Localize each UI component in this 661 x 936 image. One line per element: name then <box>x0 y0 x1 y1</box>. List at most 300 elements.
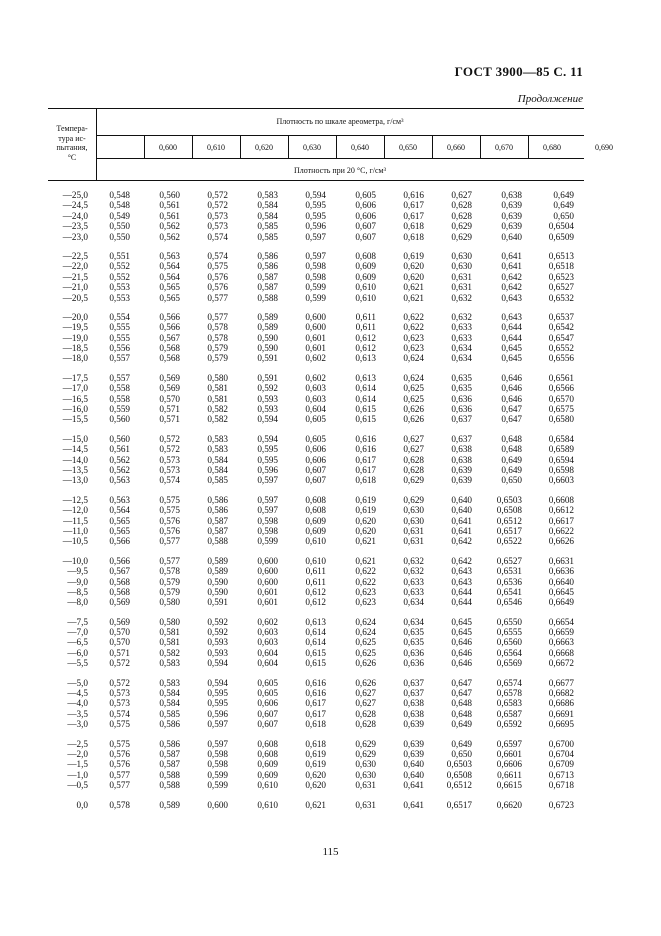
density-cell: 0,6709 <box>548 759 574 770</box>
density-cell: 0,594 <box>207 658 228 669</box>
density-cell: 0,622 <box>355 566 376 577</box>
density-cell: 0,554 <box>109 311 130 322</box>
density-cell: 0,624 <box>403 372 424 383</box>
density-cell: 0,603 <box>257 627 278 638</box>
density-column-header: 0,600 <box>159 143 177 152</box>
density-cell: 0,575 <box>207 261 228 272</box>
density-cell: 0,6560 <box>496 637 522 648</box>
density-cell: 0,569 <box>159 372 180 383</box>
temperature-cell: —17,0 <box>62 383 88 394</box>
density-cell: 0,649 <box>501 454 522 465</box>
density-cell: 0,622 <box>403 311 424 322</box>
density-cell: 0,627 <box>403 433 424 444</box>
density-cell: 0,633 <box>451 322 472 333</box>
density-cell: 0,609 <box>305 525 326 536</box>
temperature-cell: —1,5 <box>67 759 88 770</box>
density-cell: 0,562 <box>159 221 180 232</box>
density-cell: 0,631 <box>451 282 472 293</box>
density-cell: 0,587 <box>257 282 278 293</box>
density-cell: 0,606 <box>305 444 326 455</box>
density-cell: 0,632 <box>451 292 472 303</box>
density-cell: 0,620 <box>403 271 424 282</box>
density-cell: 0,612 <box>355 332 376 343</box>
density-cell: 0,568 <box>109 576 130 587</box>
density-cell: 0,635 <box>451 383 472 394</box>
density-cell: 0,624 <box>403 353 424 364</box>
page-header-title: ГОСТ 3900—85 С. 11 <box>454 64 583 79</box>
row-group <box>48 434 584 486</box>
density-cell: 0,584 <box>207 464 228 475</box>
density-cell: 0,609 <box>355 271 376 282</box>
temperature-cell: —15,5 <box>62 414 88 425</box>
temperature-cell: —13,5 <box>62 464 88 475</box>
density-cell: 0,639 <box>501 210 522 221</box>
density-cell: 0,648 <box>501 444 522 455</box>
density-cell: 0,606 <box>355 210 376 221</box>
density-cell: 0,610 <box>355 292 376 303</box>
density-cell: 0,584 <box>257 210 278 221</box>
density-cell: 0,6508 <box>496 505 522 516</box>
density-cell: 0,612 <box>305 586 326 597</box>
density-cell: 0,627 <box>355 698 376 709</box>
density-cell: 0,595 <box>305 200 326 211</box>
density-cell: 0,638 <box>501 190 522 200</box>
density-cell: 0,6592 <box>496 719 522 730</box>
table-row <box>48 516 584 526</box>
density-cell: 0,6547 <box>548 332 574 343</box>
density-cell: 0,548 <box>109 190 130 200</box>
temperature-cell: —16,0 <box>62 404 88 415</box>
density-cell: 0,638 <box>403 698 424 709</box>
density-cell: 0,610 <box>257 799 278 810</box>
density-cell: 0,610 <box>305 536 326 547</box>
density-cell: 0,609 <box>257 769 278 780</box>
density-cell: 0,629 <box>403 475 424 486</box>
density-cell: 0,618 <box>305 719 326 730</box>
density-cell: 0,650 <box>501 475 522 486</box>
density-cell: 0,6512 <box>496 515 522 526</box>
density-cell: 0,622 <box>403 322 424 333</box>
density-cell: 0,628 <box>403 464 424 475</box>
density-cell: 0,6527 <box>496 555 522 566</box>
density-cell: 0,6589 <box>548 444 574 455</box>
density-cell: 0,601 <box>305 343 326 354</box>
density-cell: 0,593 <box>207 647 228 658</box>
density-cell: 0,584 <box>257 200 278 211</box>
density-cell: 0,583 <box>207 444 228 455</box>
density-cell: 0,573 <box>109 688 130 699</box>
density-cell: 0,6663 <box>548 637 574 648</box>
density-cell: 0,587 <box>159 748 180 759</box>
density-cell: 0,596 <box>207 708 228 719</box>
density-cell: 0,563 <box>159 250 180 261</box>
density-cell: 0,558 <box>109 383 130 394</box>
density-cell: 0,587 <box>159 759 180 770</box>
density-cell: 0,608 <box>257 738 278 749</box>
density-cell: 0,631 <box>355 780 376 791</box>
density-cell: 0,597 <box>207 719 228 730</box>
table-row <box>48 394 584 404</box>
row-group <box>48 739 584 791</box>
density-cell: 0,630 <box>355 769 376 780</box>
row-group <box>48 251 584 303</box>
density-cell: 0,608 <box>257 748 278 759</box>
density-cell: 0,581 <box>159 627 180 638</box>
density-cell: 0,592 <box>257 383 278 394</box>
density-cell: 0,577 <box>109 780 130 791</box>
density-cell: 0,579 <box>207 343 228 354</box>
density-cell: 0,572 <box>159 433 180 444</box>
temperature-cell: —7,0 <box>67 627 88 638</box>
temperature-cell: —10,0 <box>62 555 88 566</box>
table-row <box>48 261 584 271</box>
density-cell: 0,572 <box>159 444 180 455</box>
density-cell: 0,555 <box>109 322 130 333</box>
density-cell: 0,571 <box>159 404 180 415</box>
column-divider <box>240 135 241 158</box>
density-cell: 0,581 <box>207 383 228 394</box>
density-cell: 0,589 <box>207 555 228 566</box>
density-cell: 0,640 <box>451 505 472 516</box>
temperature-label-line: пытания, <box>56 143 88 152</box>
density-cell: 0,585 <box>257 221 278 232</box>
density-cell: 0,581 <box>159 637 180 648</box>
density-cell: 0,6682 <box>548 688 574 699</box>
density-cell: 0,588 <box>207 536 228 547</box>
density-cell: 0,565 <box>159 292 180 303</box>
density-cell: 0,610 <box>305 555 326 566</box>
density-cell: 0,630 <box>451 261 472 272</box>
temperature-cell: —17,5 <box>62 372 88 383</box>
density-cell: 0,630 <box>403 505 424 516</box>
density-cell: 0,6550 <box>496 616 522 627</box>
density-cell: 0,622 <box>355 576 376 587</box>
density-cell: 0,6713 <box>548 769 574 780</box>
density-cell: 0,6512 <box>446 780 472 791</box>
density-cell: 0,549 <box>109 210 130 221</box>
density-cell: 0,576 <box>109 748 130 759</box>
density-cell: 0,6555 <box>496 627 522 638</box>
density-cell: 0,6537 <box>548 311 574 322</box>
temperature-cell: —8,0 <box>67 597 88 608</box>
table-row <box>48 200 584 210</box>
density-cell: 0,586 <box>159 719 180 730</box>
temperature-cell: —11,0 <box>63 525 88 536</box>
temperature-cell: —6,0 <box>67 647 88 658</box>
density-cell: 0,642 <box>501 271 522 282</box>
density-cell: 0,641 <box>403 799 424 810</box>
density-cell: 0,649 <box>501 464 522 475</box>
density-cell: 0,567 <box>159 332 180 343</box>
density-cell: 0,586 <box>207 505 228 516</box>
density-cell: 0,626 <box>355 658 376 669</box>
table-row <box>48 444 584 454</box>
density-column-header: 0,690 <box>595 143 613 152</box>
density-cell: 0,563 <box>109 475 130 486</box>
density-cell: 0,583 <box>257 190 278 200</box>
density-cell: 0,6672 <box>548 658 574 669</box>
density-cell: 0,635 <box>403 637 424 648</box>
density-cell: 0,585 <box>207 475 228 486</box>
density-cell: 0,635 <box>451 372 472 383</box>
density-cell: 0,6606 <box>496 759 522 770</box>
temperature-cell: —23,5 <box>62 221 88 232</box>
density-cell: 0,644 <box>501 322 522 333</box>
density-cell: 0,600 <box>257 566 278 577</box>
density-cell: 0,567 <box>109 566 130 577</box>
density-cell: 0,641 <box>501 250 522 261</box>
temperature-cell: —20,0 <box>62 311 88 322</box>
density-cell: 0,6691 <box>548 708 574 719</box>
temperature-column-label <box>48 124 96 162</box>
density-cell: 0,595 <box>305 210 326 221</box>
density-cell: 0,6597 <box>496 738 522 749</box>
density-cell: 0,617 <box>403 210 424 221</box>
table-row <box>48 282 584 292</box>
density-cell: 0,594 <box>257 433 278 444</box>
density-cell: 0,648 <box>501 433 522 444</box>
density-column-header: 0,680 <box>543 143 561 152</box>
density-cell: 0,593 <box>257 393 278 404</box>
density-cell: 0,6522 <box>496 536 522 547</box>
table-row <box>48 536 584 546</box>
table-row <box>48 353 584 363</box>
density-cell: 0,639 <box>451 464 472 475</box>
density-cell: 0,593 <box>207 637 228 648</box>
density-column-header: 0,640 <box>351 143 369 152</box>
density-cell: 0,566 <box>109 536 130 547</box>
density-column-header: 0,620 <box>255 143 273 152</box>
density-cell: 0,617 <box>305 698 326 709</box>
density-cell: 0,618 <box>403 221 424 232</box>
density-cell: 0,550 <box>109 231 130 242</box>
density-cell: 0,574 <box>207 231 228 242</box>
density-cell: 0,576 <box>159 515 180 526</box>
density-cell: 0,6583 <box>496 698 522 709</box>
header-rule-top <box>48 108 584 109</box>
table-row <box>48 739 584 749</box>
density-cell: 0,6503 <box>446 759 472 770</box>
density-cell: 0,605 <box>305 414 326 425</box>
hydrometer-density-caption: Плотность по шкале ареометра, г/см³ <box>276 117 404 126</box>
density-cell: 0,607 <box>257 708 278 719</box>
density-cell: 0,637 <box>451 433 472 444</box>
density-cell: 0,562 <box>109 454 130 465</box>
table-row <box>48 404 584 414</box>
density-cell: 0,575 <box>109 719 130 730</box>
density-cell: 0,598 <box>207 759 228 770</box>
density-cell: 0,590 <box>257 343 278 354</box>
density-cell: 0,628 <box>451 210 472 221</box>
density-cell: 0,587 <box>257 271 278 282</box>
density-cell: 0,633 <box>451 332 472 343</box>
density-cell: 0,572 <box>207 190 228 200</box>
table-row <box>48 800 584 810</box>
density-cell: 0,617 <box>355 464 376 475</box>
table-row <box>48 475 584 485</box>
density-cell: 0,595 <box>207 688 228 699</box>
table-row <box>48 383 584 393</box>
density-cell: 0,600 <box>257 555 278 566</box>
density-cell: 0,587 <box>207 525 228 536</box>
density-cell: 0,643 <box>451 576 472 587</box>
density-cell: 0,572 <box>207 200 228 211</box>
density-cell: 0,584 <box>159 698 180 709</box>
density-cell: 0,593 <box>257 404 278 415</box>
density-cell: 0,605 <box>355 190 376 200</box>
density-cell: 0,6631 <box>548 555 574 566</box>
density-cell: 0,583 <box>207 433 228 444</box>
density-cell: 0,606 <box>257 698 278 709</box>
table-row <box>48 434 584 444</box>
table-row <box>48 211 584 221</box>
density-cell: 0,580 <box>159 597 180 608</box>
density-cell: 0,623 <box>403 332 424 343</box>
density-cell: 0,6677 <box>548 677 574 688</box>
density-cell: 0,598 <box>257 515 278 526</box>
temperature-label-line: °С <box>67 152 77 162</box>
density-cell: 0,575 <box>109 738 130 749</box>
density-cell: 0,615 <box>305 647 326 658</box>
density-cell: 0,590 <box>257 332 278 343</box>
density-cell: 0,636 <box>451 404 472 415</box>
density-cell: 0,6542 <box>548 322 574 333</box>
density-cell: 0,603 <box>305 393 326 404</box>
density-cell: 0,605 <box>257 688 278 699</box>
density-cell: 0,572 <box>109 658 130 669</box>
density-cell: 0,6617 <box>548 515 574 526</box>
density-cell: 0,588 <box>257 292 278 303</box>
density-cell: 0,649 <box>451 738 472 749</box>
temperature-cell: —15,0 <box>62 433 88 444</box>
density-cell: 0,620 <box>355 525 376 536</box>
density-cell: 0,627 <box>451 190 472 200</box>
density-cell: 0,6503 <box>496 494 522 505</box>
density-cell: 0,616 <box>305 688 326 699</box>
density-cell: 0,585 <box>257 231 278 242</box>
density-cell: 0,598 <box>305 261 326 272</box>
density-cell: 0,638 <box>451 454 472 465</box>
temperature-cell: —1,0 <box>67 769 88 780</box>
density-cell: 0,619 <box>355 505 376 516</box>
column-divider <box>432 135 433 158</box>
density-cell: 0,568 <box>159 353 180 364</box>
temperature-cell: —9,0 <box>67 576 88 587</box>
density-cell: 0,646 <box>501 393 522 404</box>
density-cell: 0,594 <box>207 677 228 688</box>
density-cell: 0,597 <box>305 250 326 261</box>
density-cell: 0,627 <box>403 444 424 455</box>
table-row <box>48 617 584 627</box>
temperature-label-line: тура ис- <box>58 133 86 143</box>
density-cell: 0,562 <box>109 464 130 475</box>
density-cell: 0,568 <box>159 343 180 354</box>
density-cell: 0,6626 <box>548 536 574 547</box>
density-cell: 0,631 <box>451 271 472 282</box>
density-cell: 0,6575 <box>548 404 574 415</box>
density-cell: 0,632 <box>451 311 472 322</box>
density-cell: 0,643 <box>501 292 522 303</box>
density-column-header: 0,610 <box>207 143 225 152</box>
density-cell: 0,641 <box>403 780 424 791</box>
table-row <box>48 414 584 424</box>
density-cell: 0,577 <box>207 311 228 322</box>
density-cell: 0,6566 <box>548 383 574 394</box>
temperature-cell: —12,5 <box>62 494 88 505</box>
density-cell: 0,6527 <box>548 282 574 293</box>
density-cell: 0,648 <box>451 708 472 719</box>
table-row <box>48 780 584 790</box>
temperature-cell: —24,0 <box>62 210 88 221</box>
density-cell: 0,6517 <box>496 525 522 536</box>
density-cell: 0,586 <box>257 261 278 272</box>
density-cell: 0,639 <box>451 475 472 486</box>
density-cell: 0,6517 <box>446 799 472 810</box>
density-cell: 0,6659 <box>548 627 574 638</box>
density-cell: 0,573 <box>159 454 180 465</box>
density-cell: 0,614 <box>305 627 326 638</box>
density-cell: 0,644 <box>451 586 472 597</box>
density-cell: 0,621 <box>403 282 424 293</box>
density-cell: 0,642 <box>451 555 472 566</box>
density-cell: 0,612 <box>355 343 376 354</box>
density-cell: 0,632 <box>403 555 424 566</box>
density-cell: 0,575 <box>159 494 180 505</box>
density-cell: 0,573 <box>159 464 180 475</box>
density-cell: 0,559 <box>109 404 130 415</box>
density-cell: 0,599 <box>207 780 228 791</box>
density-cell: 0,576 <box>109 759 130 770</box>
table-row <box>48 648 584 658</box>
table-row <box>48 709 584 719</box>
density-cell: 0,639 <box>403 748 424 759</box>
density-cell: 0,583 <box>159 658 180 669</box>
table-row <box>48 698 584 708</box>
density-cell: 0,617 <box>355 454 376 465</box>
density-cell: 0,621 <box>403 292 424 303</box>
density-cell: 0,613 <box>355 372 376 383</box>
density-cell: 0,602 <box>305 372 326 383</box>
density-cell: 0,614 <box>305 637 326 648</box>
density-cell: 0,615 <box>305 658 326 669</box>
table-row <box>48 505 584 515</box>
density-cell: 0,634 <box>451 343 472 354</box>
density-cell: 0,634 <box>403 597 424 608</box>
density-cell: 0,594 <box>305 190 326 200</box>
density-cell: 0,585 <box>159 708 180 719</box>
density-cell: 0,642 <box>451 536 472 547</box>
temperature-cell: —7,5 <box>67 616 88 627</box>
density-cell: 0,561 <box>159 210 180 221</box>
density-cell: 0,595 <box>257 454 278 465</box>
density-cell: 0,588 <box>159 780 180 791</box>
density-cell: 0,6541 <box>496 586 522 597</box>
density-cell: 0,638 <box>451 444 472 455</box>
density-cell: 0,641 <box>501 261 522 272</box>
temperature-cell: —0,5 <box>67 780 88 791</box>
row-group <box>48 495 584 547</box>
density-cell: 0,589 <box>159 799 180 810</box>
column-divider <box>528 135 529 158</box>
density-cell: 0,592 <box>207 616 228 627</box>
density-cell: 0,607 <box>305 475 326 486</box>
density-cell: 0,6587 <box>496 708 522 719</box>
table-row <box>48 770 584 780</box>
temperature-cell: —21,5 <box>62 271 88 282</box>
density-cell: 0,595 <box>257 444 278 455</box>
density-cell: 0,625 <box>355 647 376 658</box>
density-cell: 0,564 <box>159 261 180 272</box>
